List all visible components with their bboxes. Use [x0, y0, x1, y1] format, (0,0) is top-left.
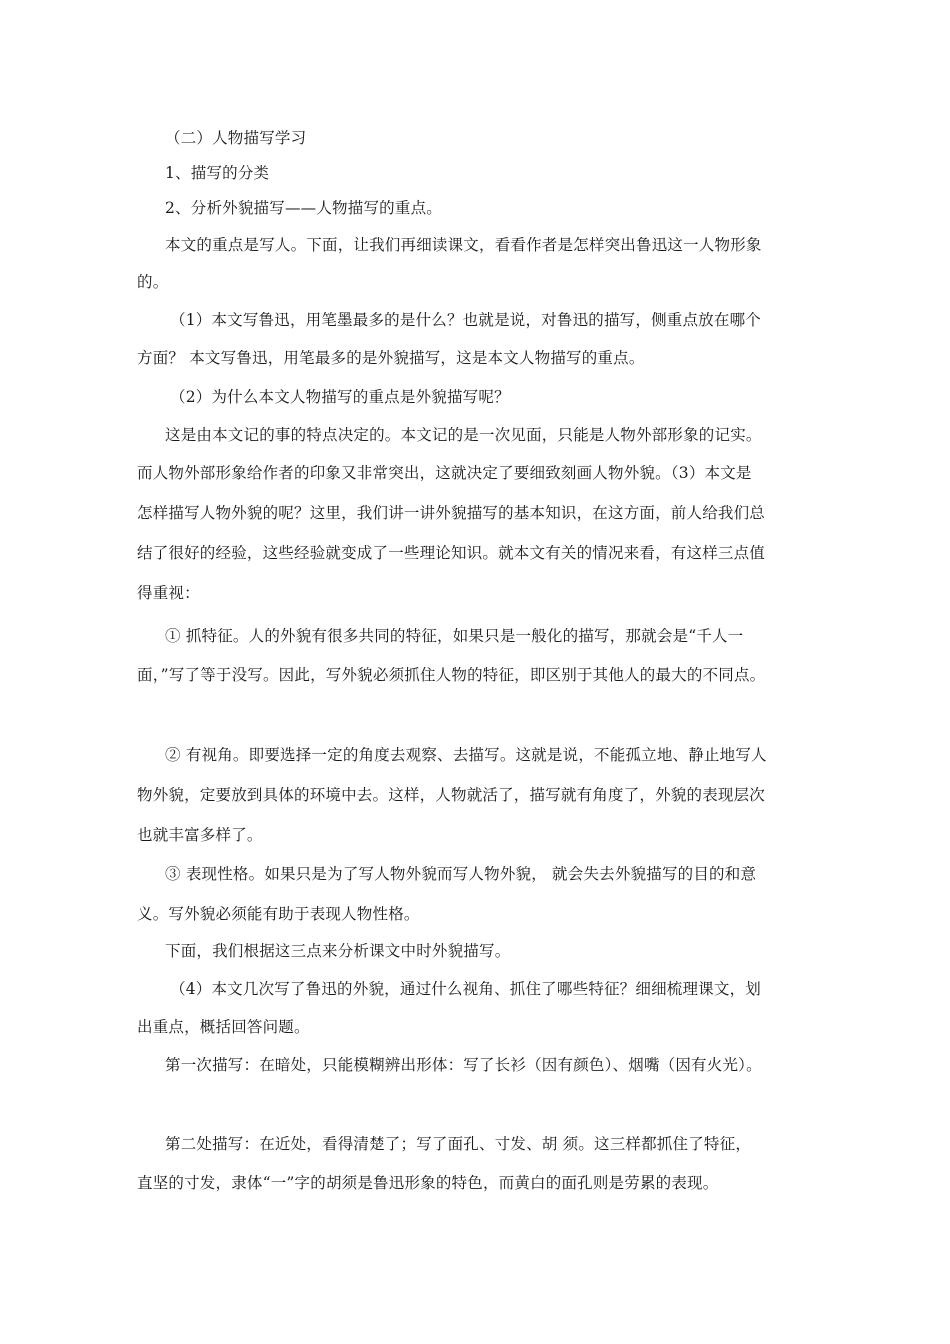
subheading-2: 2、分析外貌描写——人物描写的重点。	[165, 199, 442, 217]
paragraph-line: 的。	[137, 273, 169, 291]
question-2-line: （2）为什么本文人物描写的重点是外貌描写呢？	[170, 388, 510, 406]
description-1-line: 第一次描写：在暗处，只能模糊辨出形体：写了长衫（因有颜色）、烟嘴（因有火光）。	[165, 1056, 762, 1074]
description-2-line: 直坚的寸发，隶体“一”字的胡须是鲁迅形象的特色，而黄白的面孔则是劳累的表现。	[137, 1174, 719, 1192]
point-1-line: ① 抓特征。人的外貌有很多共同的特征，如果只是一般化的描写，那就会是“千人一	[165, 627, 744, 645]
paragraph-line: 本文的重点是写人。下面，让我们再细读课文，看看作者是怎样突出鲁迅这一人物形象	[165, 236, 762, 254]
point-2-line: ② 有视角。即要选择一定的角度去观察、去描写。这就是说，不能孤立地、静止地写人	[165, 746, 767, 764]
point-3-line: 义。写外貌必须能有助于表现人物性格。	[137, 905, 420, 923]
point-1-line: 面，”写了等于没写。因此，写外貌必须抓住人物的特征，即区别于其他人的最大的不同点。	[137, 666, 766, 684]
description-2-line: 第二处描写：在近处，看得清楚了；写了面孔、寸发、胡 须。这三样都抓住了特征，	[165, 1135, 752, 1153]
question-1-line: 方面？ 本文写鲁迅，用笔最多的是外貌描写，这是本文人物描写的重点。	[137, 349, 645, 367]
paragraph-line: 结了很好的经验，这些经验就变成了一些理论知识。就本文有关的情况来看，有这样三点值	[137, 544, 766, 562]
paragraph-line: 下面，我们根据这三点来分析课文中时外貌描写。	[165, 942, 511, 960]
question-4-line: （4）本文几次写了鲁迅的外貌，通过什么视角、抓住了哪些特征？细细梳理课文，划	[170, 980, 761, 998]
paragraph-line: 怎样描写人物外貌的呢？这里，我们讲一讲外貌描写的基本知识，在这方面，前人给我们总	[137, 504, 766, 522]
paragraph-line: 而人物外部形象给作者的印象又非常突出，这就决定了要细致刻画人物外貌。（3）本文是	[137, 464, 752, 482]
point-2-line: 也就丰富多样了。	[137, 826, 263, 844]
point-2-line: 物外貌，定要放到具体的环境中去。这样，人物就活了，描写就有角度了，外貌的表现层次	[137, 786, 766, 804]
question-4-line: 出重点，概括回答问题。	[137, 1018, 310, 1036]
question-1-line: （1）本文写鲁迅，用笔墨最多的是什么？也就是说，对鲁迅的描写，侧重点放在哪个	[170, 311, 761, 329]
point-3-line: ③ 表现性格。如果只是为了写人物外貌而写人物外貌， 就会失去外貌描写的目的和意	[165, 865, 757, 883]
section-heading: （二）人物描写学习	[165, 129, 307, 147]
paragraph-line: 得重视：	[137, 584, 200, 602]
subheading-1: 1、描写的分类	[165, 164, 270, 182]
paragraph-line: 这是由本文记的事的特点决定的。本文记的是一次见面，只能是人物外部形象的记实。	[165, 426, 762, 444]
